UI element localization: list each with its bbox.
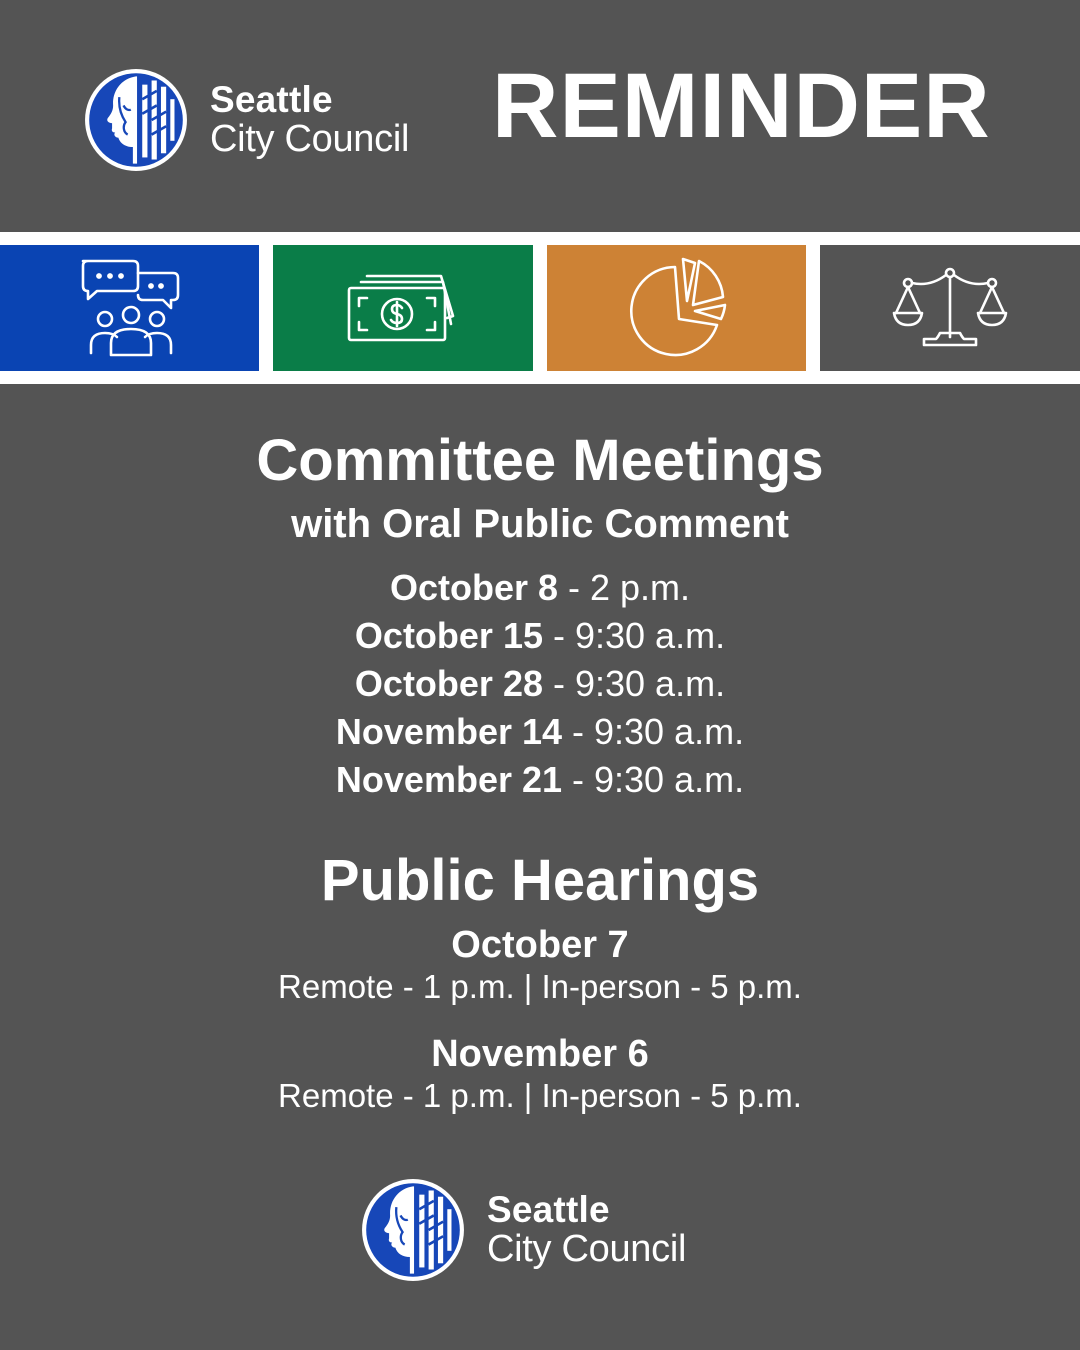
meeting-date: October 15 [354, 615, 543, 656]
meeting-item [0, 612, 1080, 660]
meeting-time: - 9:30 a.m. [543, 663, 726, 704]
scales-of-justice-icon [890, 263, 1010, 353]
pie-chart-icon [617, 253, 737, 363]
meeting-date: October 28 [354, 663, 543, 704]
hearing-date: November 6 [431, 1033, 649, 1075]
logo-line-seattle: Seattle [210, 78, 333, 120]
tile-justice [820, 245, 1080, 371]
hearing-item [0, 926, 1080, 964]
reminder-title: REMINDER [492, 55, 991, 157]
meeting-item [0, 756, 1080, 804]
city-seal-icon [84, 68, 188, 172]
meeting-time: - 9:30 a.m. [562, 759, 745, 800]
hearing-details-wrap [0, 970, 1080, 1003]
hearing-date: October 7 [451, 924, 629, 966]
header [0, 0, 1080, 232]
meeting-item [0, 660, 1080, 708]
hearing-details: Remote - 1 p.m. | In-person - 5 p.m. [278, 1077, 802, 1114]
meeting-date: November 14 [335, 711, 563, 752]
seattle-city-council-logo [84, 68, 409, 172]
meeting-time: - 2 p.m. [558, 567, 691, 608]
tile-data [547, 245, 806, 371]
hearings-title: Public Hearings [320, 848, 760, 913]
discussion-group-icon [75, 253, 185, 363]
meeting-date: November 21 [335, 759, 563, 800]
logo-line-city-council: City Council [487, 1228, 687, 1271]
meeting-item [0, 708, 1080, 756]
hearing-details-wrap [0, 1079, 1080, 1112]
city-seal-icon [361, 1178, 465, 1282]
hearing-item [0, 1035, 1080, 1073]
meeting-item [0, 564, 1080, 612]
meeting-list [0, 564, 1080, 804]
hearings-section [0, 848, 1080, 913]
committee-subtitle-wrap [0, 504, 1080, 544]
category-icon-band [0, 232, 1080, 384]
meeting-time: - 9:30 a.m. [543, 615, 726, 656]
meeting-date: October 8 [389, 567, 558, 608]
hearing-details: Remote - 1 p.m. | In-person - 5 p.m. [278, 968, 802, 1005]
logo-line-city-council: City Council [210, 118, 410, 161]
committee-subtitle: with Oral Public Comment [291, 502, 789, 546]
footer-logo [361, 1178, 686, 1282]
logo-line-seattle: Seattle [487, 1188, 610, 1230]
committee-title: Committee Meetings [256, 428, 824, 493]
meeting-time: - 9:30 a.m. [562, 711, 745, 752]
tile-budget [273, 245, 533, 371]
tile-public-engagement [0, 245, 259, 371]
money-bill-icon [343, 268, 463, 348]
committee-section [0, 428, 1080, 493]
